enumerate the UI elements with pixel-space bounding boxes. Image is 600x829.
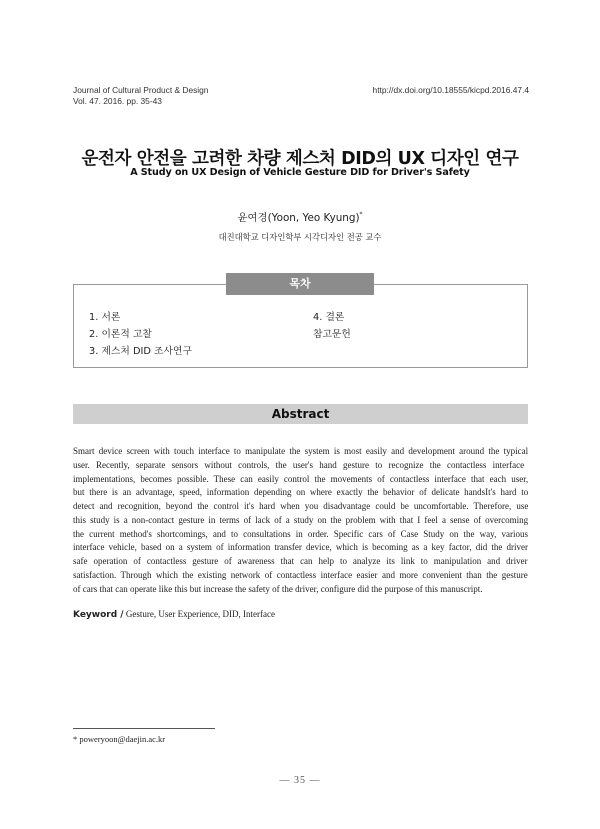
footnote-mark: * (73, 734, 78, 744)
footnote-email[interactable]: poweryoon@daejin.ac.kr (79, 734, 166, 744)
abstract-line: Smart device screen with touch interface to manipulate the system is most easily and development around the typical (73, 446, 528, 456)
abstract-line: but there is an advantage, speed, information depending on where exactly the behavior of delicate handsIt's hard to (73, 487, 528, 498)
abstract-line: of cars that can operate like this but increase the safety of the driver, configure did the purpose of this manuscript. (73, 583, 483, 594)
title-korean: 운전자 안전을 고려한 차량 제스처 DID의 UX 디자인 연구 (81, 149, 519, 169)
author-line (0, 209, 600, 224)
journal-name: Journal of Cultural Product & Design (73, 85, 209, 95)
toc-item-introduction: 1. 서론 (89, 312, 121, 323)
toc-title: 목차 (226, 273, 374, 295)
toc-item-conclusion: 4. 결론 (313, 312, 345, 323)
title-english: A Study on UX Design of Vehicle Gesture DID for Driver's Safety (130, 167, 470, 178)
author-name: 윤여경(Yoon, Yeo Kyung) (237, 212, 360, 224)
author-affiliation: 대진대학교 디자인학부 시각디자인 전공 교수 (218, 232, 382, 242)
abstract-line: the current method's shortcomings, and to consultations in order. Specific cars of Case Study on the way, various (73, 528, 528, 539)
abstract-heading: Abstract (73, 404, 528, 424)
abstract-body (73, 445, 528, 596)
abstract-line: interface vehicle, based on a system of information transfer device, which is becoming as a key factor, did the driver (73, 542, 528, 553)
abstract-line: user. Recently, separate sensors without controls, the user's hand gesture to recognize the contactless interface (73, 459, 525, 470)
page-number: — 35 — (279, 775, 321, 786)
abstract-line: detect and recognition, beyond the control it's hard when you disadvantage could be uncomfortable. Therefore, use (73, 501, 528, 511)
keywords-list: Gesture, User Experience, DID, Interface (125, 609, 276, 619)
toc-item-research: 3. 제스처 DID 조사연구 (89, 346, 192, 357)
abstract-line: this study is a non-contact gesture in terms of lack of a study on the problem with that I feel a sense of overcoming (73, 514, 528, 525)
abstract-line: safe operation of contactless gesture of awareness that can help to analyze its link to manipulation and driver (73, 556, 528, 566)
journal-volume: Vol. 47. 2016. pp. 35-43 (73, 96, 162, 106)
toc-item-theory: 2. 이론적 고찰 (89, 329, 152, 340)
doi-link[interactable]: http://dx.doi.org/10.18555/kicpd.2016.47.4 (372, 85, 529, 95)
footnote-divider (73, 728, 215, 729)
journal-info (73, 85, 208, 107)
abstract-line: satisfaction. Through which the existing network of contactless interface easier and more convenient than the gesture (73, 569, 528, 580)
author-footnote-mark: * (359, 210, 363, 218)
toc-item-references: 참고문헌 (313, 329, 351, 340)
keywords-label: Keyword / (73, 610, 124, 620)
abstract-line: implementations, becomes possible. These can easily control the movements of contactless interface that each user, (73, 473, 528, 484)
footnote (73, 734, 165, 744)
keywords (73, 609, 275, 620)
